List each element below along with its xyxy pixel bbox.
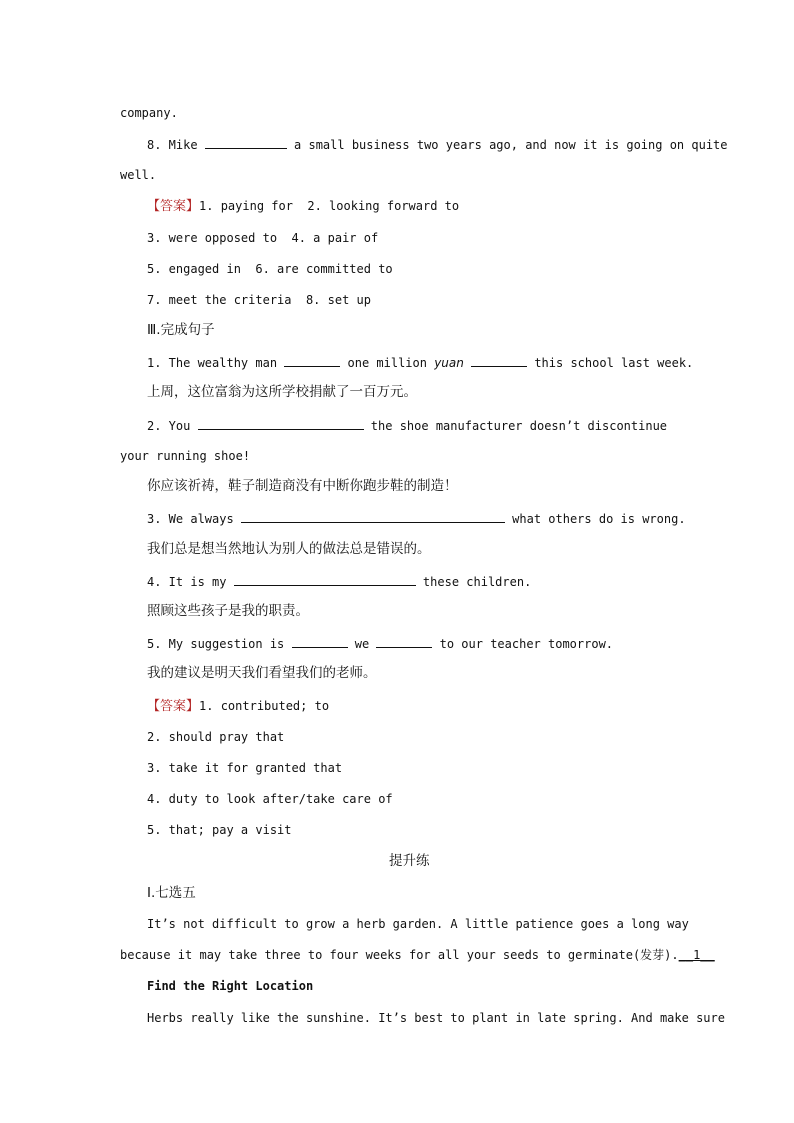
answer-line: 3. were opposed to 4. a pair of xyxy=(147,231,379,245)
answer-blank xyxy=(234,573,416,586)
answer-blank xyxy=(198,417,364,430)
answer-line: 4. duty to look after/take care of xyxy=(147,792,393,806)
section-title: Ⅲ.完成句子 xyxy=(147,322,215,338)
text-line: your running shoe! xyxy=(120,449,251,463)
sentence-item-5: 5. My suggestion is we to our teacher tomorrow. xyxy=(147,637,614,651)
answer-tag: 【答案】 xyxy=(147,699,200,714)
passage-line: Herbs really like the sunshine. It’s best to plant in late spring. And make sure xyxy=(147,1011,725,1025)
chinese-translation: 照顾这些孩子是我的职责。 xyxy=(147,603,309,619)
answer-blank xyxy=(284,354,340,367)
answer-line: 3. take it for granted that xyxy=(147,761,343,775)
answer-line: 5. that; pay a visit xyxy=(147,823,292,837)
question-blank-1: __1__ xyxy=(678,948,715,962)
answer-line: 5. engaged in 6. are committed to xyxy=(147,262,393,276)
sentence-item-2: 2. You the shoe manufacturer doesn’t discontinue xyxy=(147,419,668,433)
answer-blank xyxy=(376,635,432,648)
answer-line: 2. should pray that xyxy=(147,730,285,744)
sentence-item-1: 1. The wealthy man one million yuan this school last week. xyxy=(147,356,694,370)
subheading: Find the Right Location xyxy=(147,979,314,993)
answer-blank xyxy=(241,510,505,523)
passage-line: It’s not difficult to grow a herb garden. A little patience goes a long way xyxy=(147,917,689,931)
chinese-translation: 我们总是想当然地认为别人的做法总是错误的。 xyxy=(147,541,431,557)
chinese-translation: 上周，这位富翁为这所学校捐献了一百万元。 xyxy=(147,384,417,400)
text-line: well. xyxy=(120,168,157,182)
text-line: company. xyxy=(120,106,178,120)
answer-block: 【答案】1. paying for 2. looking forward to xyxy=(147,199,460,214)
answer-tag: 【答案】 xyxy=(147,199,200,214)
chinese-translation: 我的建议是明天我们看望我们的老师。 xyxy=(147,665,377,681)
answer-line: 7. meet the criteria 8. set up xyxy=(147,293,371,307)
section-heading: 提升练 xyxy=(389,853,430,869)
passage-line: because it may take three to four weeks for all your seeds to germinate(发芽).__1__ xyxy=(120,948,715,962)
chinese-translation: 你应该祈祷，鞋子制造商没有中断你跑步鞋的制造！ xyxy=(147,478,458,494)
exercise-item-8: 8. Mike a small business two years ago, and now it is going on quite xyxy=(147,138,728,152)
section-title: Ⅰ.七选五 xyxy=(147,885,196,901)
sentence-item-3: 3. We always what others do is wrong. xyxy=(147,512,686,526)
answer-blank xyxy=(471,354,527,367)
sentence-item-4: 4. It is my these children. xyxy=(147,575,532,589)
answer-block: 【答案】1. contributed; to xyxy=(147,699,330,714)
answer-blank xyxy=(292,635,348,648)
answer-blank xyxy=(205,136,287,149)
